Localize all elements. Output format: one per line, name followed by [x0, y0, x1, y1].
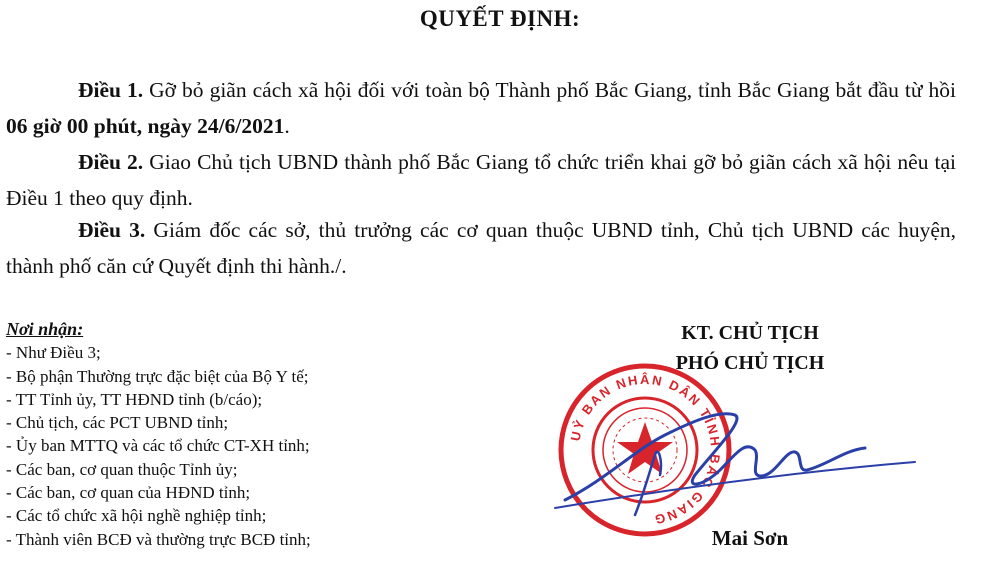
recipient-item: - Các ban, cơ quan thuộc Tỉnh ủy;: [6, 459, 238, 479]
recipients-heading: Nơi nhận:: [6, 319, 84, 339]
article-1: [6, 72, 956, 144]
recipient-item: - Ủy ban MTTQ và các tổ chức CT-XH tỉnh;: [6, 436, 310, 456]
signer-position: PHÓ CHỦ TỊCH: [675, 352, 825, 374]
article-1-text: Gỡ bỏ giãn cách xã hội đối với toàn bộ Thành phố Bắc Giang, tỉnh Bắc Giang bắt đầu từ hồi: [143, 78, 957, 102]
article-2: [6, 144, 956, 216]
recipient-item: - Các tổ chức xã hội nghề nghiệp tỉnh;: [6, 506, 267, 526]
recipient-item: - Các ban, cơ quan của HĐND tỉnh;: [6, 483, 251, 503]
article-3-text: Giám đốc các sở, thủ trưởng các cơ quan thuộc UBND tỉnh, Chủ tịch UBND các huyện, thành phố căn cứ Quyết định thi hành./.: [6, 218, 956, 278]
recipient-item: - Bộ phận Thường trực đặc biệt của Bộ Y tế;: [6, 366, 309, 386]
seal-text: UỶ BAN NHÂN DÂN TỈNH BẮC GIANG: [567, 371, 724, 528]
document-title: QUYẾT ĐỊNH:: [419, 6, 581, 31]
article-2-text: Giao Chủ tịch UBND thành phố Bắc Giang tổ chức triển khai gỡ bỏ giãn cách xã hội nêu tại Điều 1 theo quy định.: [6, 150, 957, 210]
article-2-label: Điều 2.: [78, 150, 144, 174]
recipient-item: - Chủ tịch, các PCT UBND tỉnh;: [6, 413, 229, 433]
recipients-block: [6, 318, 311, 551]
recipient-item: - Thành viên BCĐ và thường trực BCĐ tỉnh;: [6, 529, 311, 549]
signer-title: KT. CHỦ TỊCH: [681, 322, 819, 344]
recipient-item: - TT Tỉnh ủy, TT HĐND tỉnh (b/cáo);: [6, 389, 263, 409]
article-1-date: 06 giờ 00 phút, ngày 24/6/2021: [6, 114, 285, 138]
recipient-item: - Như Điều 3;: [6, 343, 101, 363]
article-3: [6, 212, 956, 284]
article-1-end: .: [284, 114, 290, 138]
article-1-label: Điều 1.: [78, 78, 144, 102]
article-3-label: Điều 3.: [78, 218, 146, 242]
signature-icon: [545, 380, 925, 520]
signer-name: Mai Sơn: [711, 526, 789, 550]
